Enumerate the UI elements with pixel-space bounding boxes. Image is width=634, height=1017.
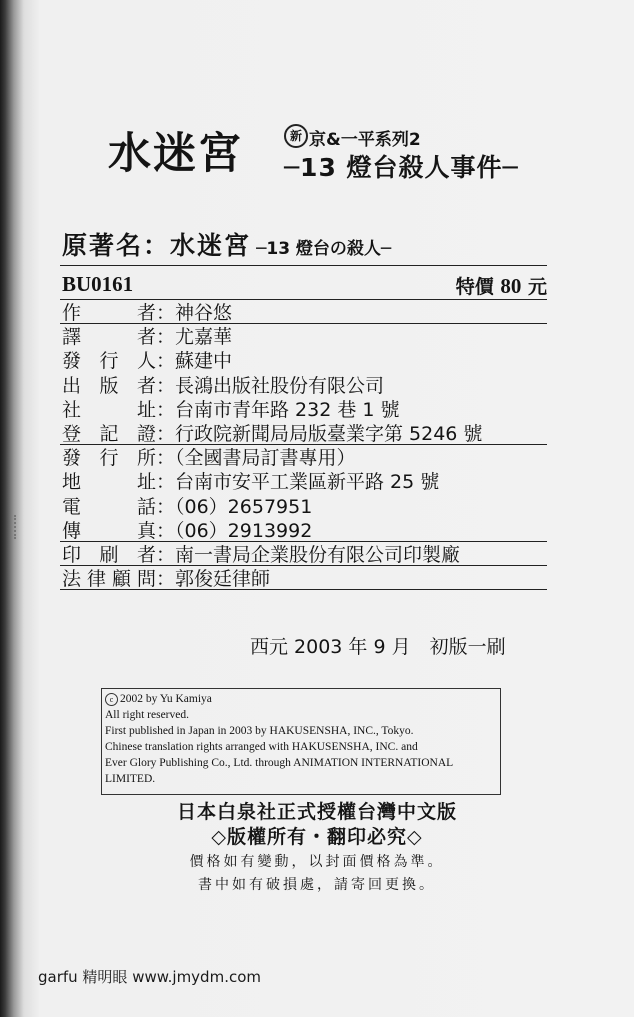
- catalog-row: [62, 272, 547, 298]
- info-row-publisher-person: [62, 349, 547, 373]
- info-value: ：台南市安平工業區新平路 25 號: [156, 471, 440, 494]
- original-subtitle: ─13 燈台の殺人─: [256, 239, 392, 259]
- info-row-fax: [62, 519, 547, 543]
- damage-notice: 書中如有破損處，請寄回更換。: [198, 877, 436, 893]
- info-label: 傳真: [62, 519, 156, 542]
- divider: [60, 299, 547, 300]
- original-title-row: [62, 226, 552, 262]
- spine-binding-marks: [14, 515, 26, 539]
- info-row-distributor: [62, 446, 547, 470]
- publication-info-list: [62, 301, 547, 591]
- info-value: ：神谷悠: [156, 302, 233, 324]
- info-row-phone: [62, 495, 547, 519]
- series-badge: 新: [284, 124, 308, 148]
- authorization-statement: 日本白泉社正式授權台灣中文版: [176, 801, 457, 823]
- info-row-translator: [62, 325, 547, 349]
- info-value: ：台南市青年路 232 巷 1 號: [156, 398, 400, 421]
- info-value: ：長鴻出版社股份有限公司: [156, 374, 385, 397]
- info-value: ：行政院新聞局局版臺業字第 5246 號: [156, 422, 483, 445]
- info-value: ：郭俊廷律師: [156, 568, 271, 591]
- info-label: 電話: [62, 495, 156, 518]
- edition-line: 西元 2003 年 9 月 初版一刷: [250, 636, 506, 658]
- price-unit: 元: [527, 276, 547, 298]
- rights-statement: ◇版權所有・翻印必究◇: [211, 826, 423, 848]
- subtitle: ─13 燈台殺人事件─: [284, 153, 519, 182]
- info-label: 登記證: [62, 422, 156, 445]
- info-value: ：尤嘉華: [156, 326, 233, 349]
- copyright-holder: 2002 by Yu Kamiya: [120, 693, 212, 705]
- info-label: 社址: [62, 398, 156, 421]
- info-row-publisher: [62, 374, 547, 398]
- main-title: 水迷宮: [108, 129, 243, 179]
- catalog-code: BU0161: [62, 272, 134, 296]
- info-row-registration: [62, 422, 547, 446]
- info-label: 法律顧問: [62, 568, 156, 591]
- info-label: 地址: [62, 471, 156, 494]
- info-value: ：（06）2657951: [156, 495, 313, 518]
- info-value: ：蘇建中: [156, 350, 233, 373]
- series-label: 京&一平系列2: [309, 130, 421, 150]
- original-title: 水迷宮: [170, 231, 252, 260]
- info-row-author: [62, 301, 547, 325]
- price-notice: 價格如有變動，以封面價格為準。: [189, 854, 445, 870]
- info-label: 譯者: [62, 326, 156, 349]
- info-label: 出版者: [62, 374, 156, 397]
- info-label: 作者: [62, 302, 156, 324]
- info-row-printer: [62, 543, 547, 567]
- info-value: ：南一書局企業股份有限公司印製廠: [156, 543, 461, 566]
- info-row-address: [62, 398, 547, 422]
- copyright-symbol: c: [105, 693, 118, 706]
- info-label: 發行所: [62, 447, 156, 470]
- info-row-distributor-address: [62, 470, 547, 494]
- info-value: ：（06）2913992: [156, 519, 313, 542]
- original-title-label: 原著名：: [62, 231, 171, 260]
- copyright-line: Ever Glory Publishing Co., Ltd. through ANIMATION INTERNATIONAL: [105, 757, 454, 769]
- copyright-line: All right reserved.: [105, 709, 189, 721]
- copyright-line: First published in Japan in 2003 by HAKUSENSHA, INC., Tokyo.: [105, 725, 414, 737]
- title-block: [108, 118, 528, 184]
- copyright-line: Chinese translation rights arranged with HAKUSENSHA, INC. and: [105, 741, 418, 753]
- price: [456, 272, 547, 299]
- info-label: 發行人: [62, 350, 156, 373]
- copyright-line: LIMITED.: [105, 773, 156, 785]
- price-value: 80: [500, 274, 522, 298]
- info-label: 印刷者: [62, 543, 156, 566]
- copyright-line: [105, 691, 497, 707]
- info-value: ：（全國書局訂書專用）: [156, 447, 356, 470]
- info-row-legal-counsel: [62, 567, 547, 591]
- divider: [60, 265, 547, 266]
- scan-watermark: garfu 精明眼 www.jmydm.com: [38, 968, 261, 986]
- price-label: 特價: [455, 276, 494, 298]
- copyright-box: [101, 688, 501, 795]
